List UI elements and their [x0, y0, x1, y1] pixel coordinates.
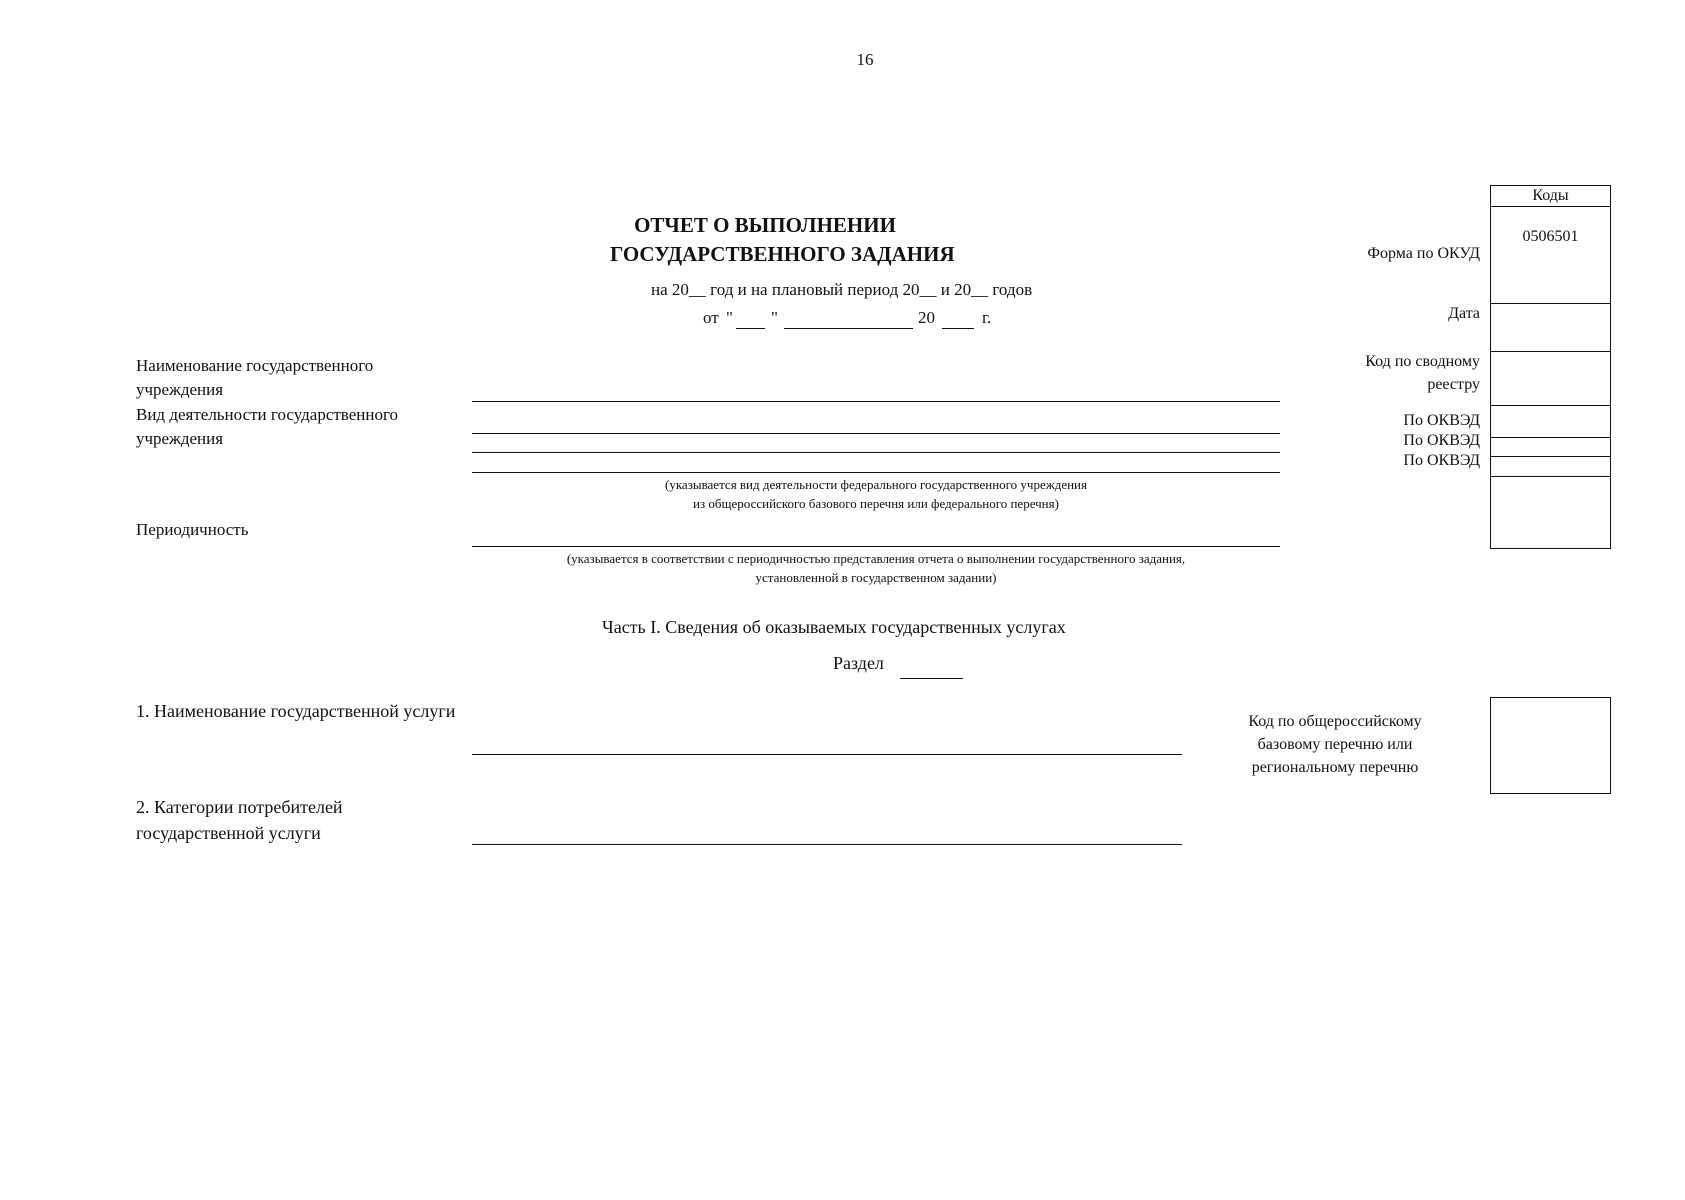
- date-quote-open: ": [726, 308, 733, 327]
- institution-name-line[interactable]: [472, 401, 1280, 402]
- base-list-code-label-line3: региональному перечню: [1251, 759, 1419, 776]
- registry-label-line1: Код по сводному: [1365, 353, 1480, 370]
- institution-name-label: Наименование государственного учреждения: [136, 356, 374, 399]
- periodicity-note-line2: установленной в государственном задании): [755, 570, 997, 585]
- okved-cell-extra[interactable]: [1491, 476, 1610, 548]
- periodicity-note-line1: (указывается в соответствии с периодичностью представления отчета о выполнении государственного задания,: [566, 551, 1186, 566]
- base-list-code-label-line2: базовому перечню или: [1257, 736, 1413, 753]
- okved-label-1: По ОКВЭД: [1403, 412, 1480, 429]
- codes-header: Коды: [1532, 187, 1569, 204]
- date-quote-close: ": [771, 308, 778, 327]
- date-month-line[interactable]: [784, 328, 913, 329]
- base-list-code-label-line1: Код по общероссийскому: [1248, 713, 1422, 730]
- registry-code-cell[interactable]: [1491, 351, 1610, 405]
- date-cell[interactable]: [1491, 303, 1610, 351]
- section-label: Раздел: [833, 653, 884, 673]
- okved-label-3: По ОКВЭД: [1403, 452, 1480, 469]
- okud-code-cell[interactable]: 0506501: [1491, 206, 1610, 303]
- page-number: 16: [856, 50, 874, 69]
- report-title-line2: ГОСУДАРСТВЕННОГО ЗАДАНИЯ: [610, 242, 955, 266]
- part-title: Часть I. Сведения об оказываемых государственных услугах: [602, 617, 1066, 637]
- date-from-label: от: [703, 308, 719, 327]
- activity-type-line-3[interactable]: [472, 472, 1280, 473]
- date-label: Дата: [1448, 305, 1480, 322]
- periodicity-line[interactable]: [472, 546, 1280, 547]
- okved-cell-2[interactable]: [1491, 437, 1610, 456]
- date-year-prefix: 20: [918, 308, 935, 327]
- date-year-line[interactable]: [942, 328, 974, 329]
- base-list-code-box[interactable]: [1490, 697, 1611, 794]
- service-name-line[interactable]: [472, 754, 1182, 755]
- okud-label: Форма по ОКУД: [1367, 245, 1480, 262]
- activity-note-line2: из общероссийского базового перечня или федерального перечня): [693, 496, 1059, 511]
- okved-cell-1[interactable]: [1491, 405, 1610, 437]
- date-year-suffix: г.: [982, 308, 992, 327]
- report-title-line1: ОТЧЕТ О ВЫПОЛНЕНИИ: [634, 213, 896, 237]
- okved-cell-3[interactable]: [1491, 456, 1610, 476]
- okved-label-2: По ОКВЭД: [1403, 432, 1480, 449]
- activity-type-line-2[interactable]: [472, 452, 1280, 453]
- date-day-line[interactable]: [736, 328, 765, 329]
- codes-table: [1490, 185, 1611, 549]
- periodicity-label: Периодичность: [136, 520, 249, 539]
- registry-label-line2: реестру: [1427, 376, 1480, 393]
- service-name-label: 1. Наименование государственной услуги: [136, 701, 456, 721]
- activity-type-line-1[interactable]: [472, 433, 1280, 434]
- activity-type-label: Вид деятельности государственного учреждения: [136, 405, 399, 448]
- consumer-categories-label: 2. Категории потребителей государственной услуги: [136, 797, 343, 843]
- activity-note-line1: (указывается вид деятельности федерального государственного учреждения: [664, 477, 1087, 492]
- consumer-categories-line[interactable]: [472, 844, 1182, 845]
- section-number-line[interactable]: [900, 678, 963, 679]
- report-period: на 20__ год и на плановый период 20__ и 20__ годов: [651, 280, 1033, 299]
